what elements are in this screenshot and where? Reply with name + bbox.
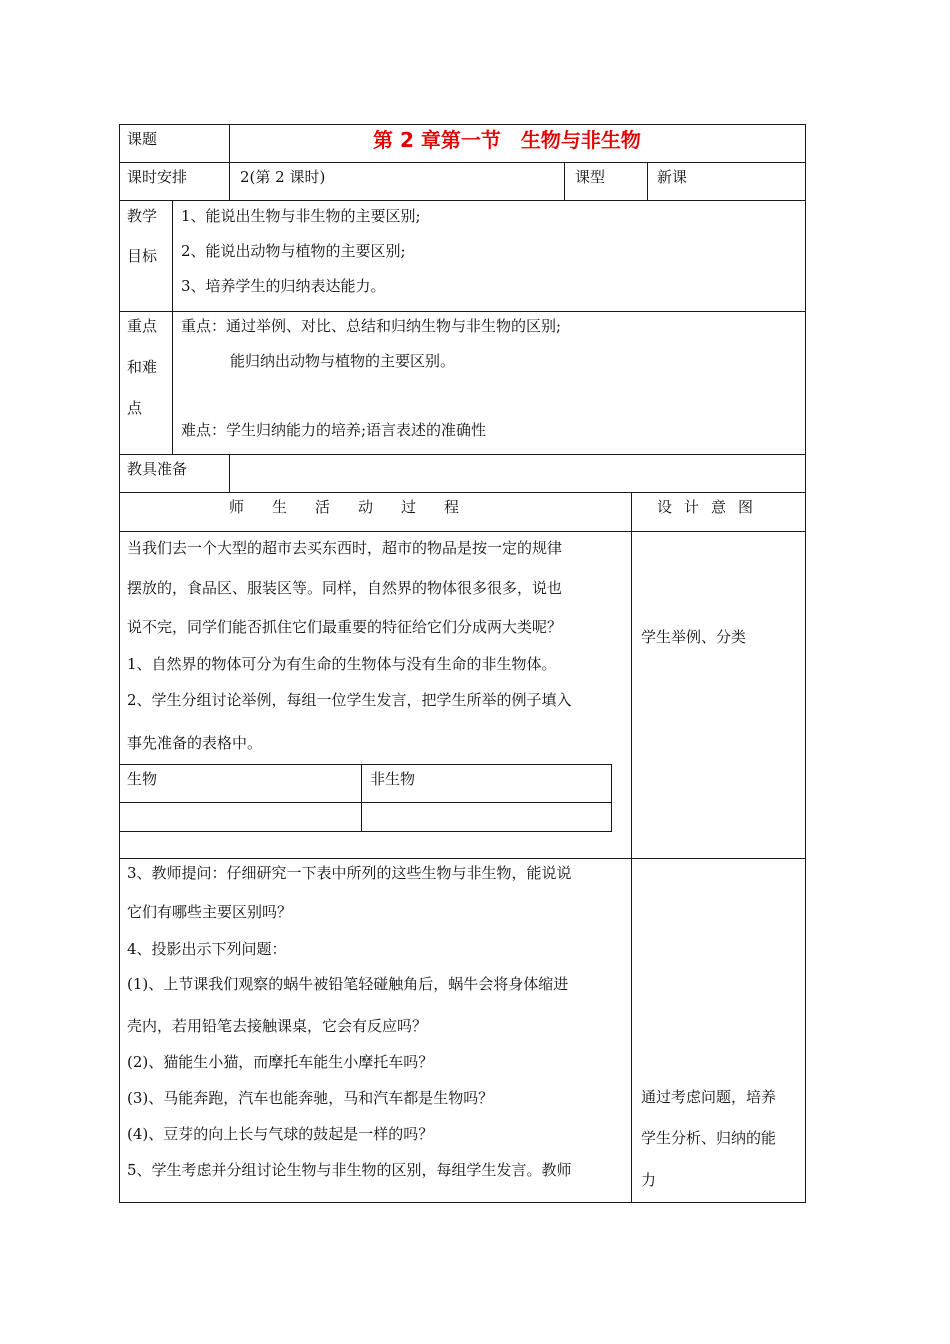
topic-label: 课题: [127, 130, 158, 148]
keypoints-label: 重点: [127, 317, 158, 335]
process-text-line: 摆放的，食品区、服装区等。同样，自然界的物体很多很多，说也: [127, 579, 563, 597]
process-text-line: 3、教师提问：仔细研究一下表中所列的这些生物与非生物，能说说: [127, 864, 572, 882]
process-text-line: 2、学生分组讨论举例，每组一位学生发言，把学生所举的例子填入: [127, 691, 572, 709]
design-intent-text: 通过考虑问题，培养: [641, 1088, 777, 1106]
process-text-line: 事先准备的表格中。: [127, 734, 263, 752]
row-divider: [119, 162, 806, 163]
row-divider: [119, 492, 806, 493]
row-divider: [119, 858, 806, 859]
inner-table-border: [361, 764, 362, 832]
tools-label: 教具准备: [127, 460, 188, 478]
design-intent-text: 学生举例、分类: [641, 628, 747, 646]
process-text-line: (4)、豆芽的向上长与气球的鼓起是一样的吗？: [127, 1125, 434, 1143]
key-point-line: 重点：通过举例、对比、总结和归纳生物与非生物的区别;: [181, 317, 562, 335]
col-divider: [631, 492, 632, 1203]
table-border-left: [119, 124, 120, 1203]
process-text-line: 1、自然界的物体可分为有生命的生物体与没有生命的非生物体。: [127, 655, 557, 673]
row-divider: [119, 311, 806, 312]
process-text-line: 4、投影出示下列问题：: [127, 940, 287, 958]
keypoints-label: 点: [127, 399, 143, 417]
design-intent-text: 力: [641, 1171, 657, 1189]
row-divider: [119, 531, 806, 532]
key-point-line: 能归纳出动物与植物的主要区别。: [230, 352, 456, 370]
hours-label: 课时安排: [127, 168, 188, 186]
process-text-line: 壳内，若用铅笔去接触课桌，它会有反应吗？: [127, 1017, 428, 1035]
process-column-header: 师生活动过程: [229, 498, 488, 516]
lesson-title: 第 2 章第一节 生物与非生物: [373, 128, 641, 152]
objectives-label: 教学: [127, 207, 158, 225]
difficulty-line: 难点：学生归纳能力的培养;语言表述的准确性: [181, 421, 487, 439]
table-border-right: [805, 124, 806, 1203]
intent-column-header: 设计意图: [657, 498, 766, 516]
row-divider: [119, 200, 806, 201]
hours-value: 2(第 2 课时): [240, 168, 326, 186]
process-text-line: 它们有哪些主要区别吗？: [127, 903, 293, 921]
table-border-top: [119, 124, 806, 125]
process-text-line: 说不完，同学们能否抓住它们最重要的特征给它们分成两大类呢？: [127, 618, 563, 636]
inner-table-border: [119, 764, 612, 765]
objective-item: 3、培养学生的归纳表达能力。: [181, 277, 386, 295]
inner-table-border: [119, 831, 612, 832]
col-divider: [229, 124, 230, 200]
process-text-line: 当我们去一个大型的超市去买东西时，超市的物品是按一定的规律: [127, 539, 563, 557]
type-value: 新课: [657, 168, 688, 186]
inner-table-border: [119, 802, 612, 803]
col-divider: [647, 162, 648, 200]
process-text-line: (3)、马能奔跑，汽车也能奔驰，马和汽车都是生物吗？: [127, 1089, 494, 1107]
inner-table-border: [611, 764, 612, 832]
design-intent-text: 学生分析、归纳的能: [641, 1129, 777, 1147]
inner-table-header: 非生物: [370, 770, 416, 788]
process-text-line: (1)、上节课我们观察的蜗牛被铅笔轻碰触角后，蜗牛会将身体缩进: [127, 975, 569, 993]
table-border-bottom: [119, 1202, 806, 1203]
col-divider: [564, 162, 565, 200]
col-divider: [229, 454, 230, 492]
keypoints-label: 和难: [127, 358, 158, 376]
objective-item: 2、能说出动物与植物的主要区别;: [181, 242, 406, 260]
type-label: 课型: [575, 168, 606, 186]
objective-item: 1、能说出生物与非生物的主要区别;: [181, 207, 421, 225]
inner-table-header: 生物: [127, 770, 158, 788]
col-divider: [172, 200, 173, 454]
process-text-line: 5、学生考虑并分组讨论生物与非生物的区别，每组学生发言。教师: [127, 1161, 572, 1179]
process-text-line: (2)、猫能生小猫，而摩托车能生小摩托车吗？: [127, 1053, 434, 1071]
row-divider: [119, 454, 806, 455]
objectives-label: 目标: [127, 247, 158, 265]
